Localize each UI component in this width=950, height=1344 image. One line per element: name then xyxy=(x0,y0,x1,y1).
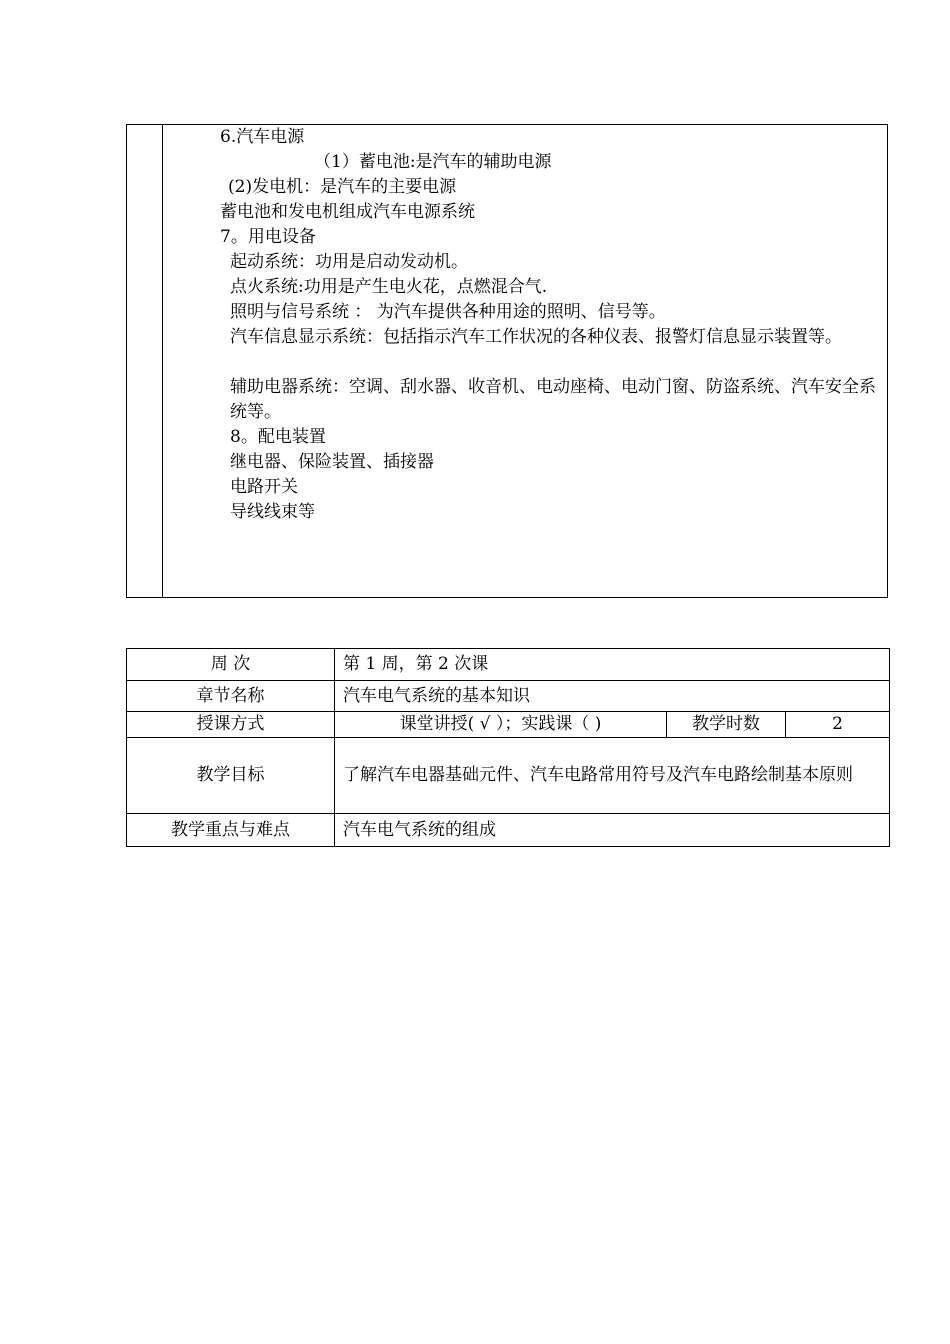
content-line: 电路开关 xyxy=(230,477,298,497)
table-row xyxy=(127,712,890,738)
chapter-label: 章节名称 xyxy=(127,681,335,712)
chapter-value: 汽车电气系统的基本知识 xyxy=(335,681,890,712)
content-line: 蓄电池和发电机组成汽车电源系统 xyxy=(220,202,475,222)
content-paragraph: 辅助电器系统：空调、刮水器、收音机、电动座椅、电动门窗、防盗系统、汽车安全系统等。 xyxy=(230,377,876,422)
left-column-divider xyxy=(162,125,163,597)
section-heading-distribution: 8。配电装置 xyxy=(230,427,326,447)
content-line: (2)发电机：是汽车的主要电源 xyxy=(228,177,457,197)
table-row xyxy=(127,649,890,681)
key-points-label: 教学重点与难点 xyxy=(127,814,335,847)
goal-value: 了解汽车电器基础元件、汽车电路常用符号及汽车电路绘制基本原则 xyxy=(335,738,890,814)
content-line: 照明与信号系统 ： 为汽车提供各种用途的照明、信号等。 xyxy=(230,302,666,322)
content-line: 继电器、保险装置、插接器 xyxy=(230,452,434,472)
section-heading-equipment: 7。用电设备 xyxy=(220,227,316,247)
method-label: 授课方式 xyxy=(127,712,335,738)
week-label: 周 次 xyxy=(127,649,335,681)
hours-label: 教学时数 xyxy=(667,712,786,738)
content-line: 点火系统:功用是产生电火花，点燃混合气. xyxy=(230,277,548,297)
hours-value: 2 xyxy=(786,712,890,738)
table-row xyxy=(127,681,890,712)
goal-label: 教学目标 xyxy=(127,738,335,814)
content-line: 起动系统：功用是启动发动机。 xyxy=(230,252,468,272)
method-value: 课堂讲授( √ ）；实践课（ ) xyxy=(335,712,667,738)
key-points-value: 汽车电气系统的组成 xyxy=(335,814,890,847)
table-row xyxy=(127,814,890,847)
content-line: （1）蓄电池:是汽车的辅助电源 xyxy=(314,152,552,172)
lesson-info-table xyxy=(126,648,890,847)
week-value: 第 1 周，第 2 次课 xyxy=(335,649,890,681)
content-line: 导线线束等 xyxy=(230,502,315,522)
section-heading-power: 6.汽车电源 xyxy=(220,127,305,147)
content-paragraph: 汽车信息显示系统：包括指示汽车工作状况的各种仪表、报警灯信息显示装置等。 xyxy=(230,327,842,347)
table-row xyxy=(127,738,890,814)
